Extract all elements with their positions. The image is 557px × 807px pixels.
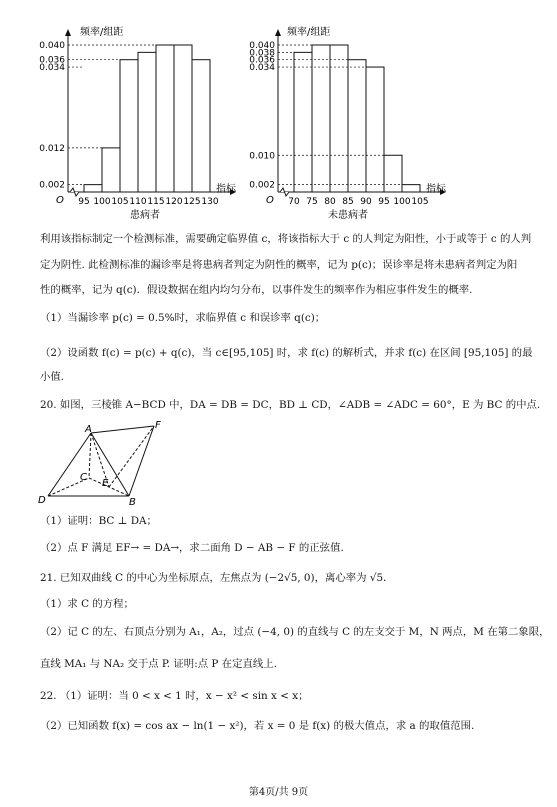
chart-2-xtick-label: 70	[288, 197, 300, 207]
chart-2-axis-break	[280, 188, 289, 196]
chart-2-ytick-label: 0.036	[249, 55, 275, 66]
chart-1-ytick-label: 0.040	[39, 41, 65, 51]
label-F: F	[155, 420, 161, 431]
edge-EF-dashed	[109, 426, 154, 487]
chart-2-xtick-label: 95	[378, 197, 390, 207]
chart-1-xtick-label: 95	[78, 197, 90, 207]
q21-part-1: （1）求 C 的方程；	[40, 598, 134, 610]
chart-1-ylabel: 频率/组距	[80, 27, 124, 38]
chart-2-caption: 未患病者	[328, 210, 368, 221]
chart-2-ytick-label: 0.034	[249, 63, 275, 74]
chart-2-ytick-label: 0.002	[249, 180, 275, 191]
label-A: A	[85, 424, 92, 435]
page-footer: 第4页/共 9页	[248, 787, 309, 798]
intro-line-3: 性的概率，记为 q(c)．假设数据在组内均匀分布，以事件发生的频率作为相应事件发生的概率.	[40, 284, 473, 296]
q21-part-2-cont: 直线 MA₁ 与 NA₂ 交于点 P. 证明:点 P 在定直线上.	[40, 658, 277, 670]
q20-part-1: （1）证明：BC ⊥ DA；	[40, 515, 157, 527]
chart-1-axis-break	[70, 188, 79, 196]
chart-1-xtick-label: 100	[93, 197, 111, 207]
chart-2-xlabel: 指标	[426, 184, 446, 195]
chart-2-bar	[384, 155, 402, 192]
label-E: E	[102, 478, 109, 489]
chart-2-bar	[294, 52, 312, 192]
chart-1-xtick-label: 130	[201, 197, 219, 207]
intro-line-2: 定为阴性. 此检测标准的漏诊率是将患病者判定为阴性的概率，记为 p(c)；误诊率是将未患病者判定为阳	[40, 259, 518, 271]
q20-heading: 20. 如图，三棱锥 A−BCD 中，DA = DB = DC，BD ⊥ CD，∠ADB = ∠ADC = 60°，E 为 BC 的中点.	[40, 399, 541, 411]
chart-2-ytick-label: 0.010	[249, 151, 275, 162]
chart-1-bar	[120, 60, 138, 192]
chart-1-bar	[174, 45, 192, 192]
chart-2-plot	[249, 29, 446, 207]
chart-2-xtick-label: 85	[342, 197, 354, 207]
label-C: C	[80, 472, 87, 483]
edge-AF	[91, 426, 154, 433]
chart-1-bar	[192, 60, 210, 192]
chart-1-ytick-label: 0.012	[39, 143, 65, 154]
chart-2-xtick-label: 90	[360, 197, 372, 207]
q19-part-2: （2）设函数 f(c) = p(c) + q(c)，当 c∈[95,105] 时，求 f(c) 的解析式，并求 f(c) 在区间 [95,105] 的最	[40, 347, 533, 359]
chart-1-xtick-label: 120	[165, 197, 183, 207]
chart-2-xtick-label: 80	[324, 197, 336, 207]
edge-AC-dashed	[89, 433, 91, 478]
chart-1-bar	[84, 185, 102, 192]
chart-2-xtick-label: 75	[306, 197, 318, 207]
chart-1-plot	[39, 29, 236, 207]
chart-2-ytick-label: 0.040	[249, 41, 275, 51]
chart-1-xtick-label: 105	[111, 197, 129, 207]
chart-1-xtick-label: 115	[147, 197, 165, 207]
chart-1-bar	[138, 52, 156, 192]
chart-1-ytick-label: 0.002	[39, 180, 65, 191]
chart-1-xlabel: 指标	[216, 184, 236, 195]
q20-part-2: （2）点 F 满足 EF→ = DA→，求二面角 D − AB − F 的正弦值.	[40, 542, 344, 554]
edge-FB	[129, 426, 154, 496]
chart-1-ytick-label: 0.036	[39, 55, 65, 66]
chart-1-xtick-label: 110	[129, 197, 147, 207]
tetrahedron-figure	[36, 418, 176, 508]
chart-2-y-arrow	[275, 29, 281, 36]
chart-2-bar	[366, 67, 384, 192]
q21-part-2: （2）记 C 的左、右顶点分别为 A₁，A₂，过点 (−4, 0) 的直线与 C 的左支交于 M，N 两点，M 在第二象限，	[40, 626, 550, 638]
histogram-patients	[30, 22, 270, 227]
edge-AB	[91, 433, 129, 496]
edge-DA	[48, 433, 91, 496]
chart-1-origin: O	[56, 195, 64, 206]
intro-line-1: 利用该指标制定一个检测标准，需要确定临界值 c，将该指标大于 c 的人判定为阳性，小于或等于 c 的人判	[40, 233, 532, 245]
chart-1-bar	[156, 45, 174, 192]
chart-1-caption: 患病者	[130, 210, 160, 221]
chart-1-ytick-label: 0.034	[39, 63, 65, 74]
chart-2-origin: O	[266, 195, 274, 206]
q21-heading: 21. 已知双曲线 C 的中心为坐标原点，左焦点为 (−2√5, 0)，离心率为 √5．	[40, 572, 394, 584]
q19-part-2-cont: 小值.	[40, 371, 65, 383]
label-D: D	[38, 495, 46, 506]
chart-2-ylabel: 频率/组距	[287, 27, 331, 38]
chart-1-bar	[102, 148, 120, 192]
histogram-healthy	[240, 22, 480, 227]
chart-2-xtick-label: 105	[411, 197, 429, 207]
chart-2-xtick-label: 100	[393, 197, 411, 207]
q22-part-2: （2）已知函数 f(x) = cos ax − ln(1 − x²)，若 x = 0 是 f(x) 的极大值点，求 a 的取值范围.	[40, 720, 475, 732]
q22-part-1: 22. （1）证明：当 0 < x < 1 时，x − x² < sin x < x；	[40, 690, 309, 702]
q19-part-1: （1）当漏诊率 p(c) = 0.5%时，求临界值 c 和误诊率 q(c)；	[40, 312, 326, 324]
label-B: B	[129, 497, 136, 508]
chart-2-bar	[348, 60, 366, 192]
chart-2-ytick-label: 0.038	[249, 48, 275, 59]
chart-1-xtick-label: 125	[183, 197, 201, 207]
chart-2-bar	[402, 185, 420, 192]
chart-1-y-arrow	[65, 29, 71, 36]
